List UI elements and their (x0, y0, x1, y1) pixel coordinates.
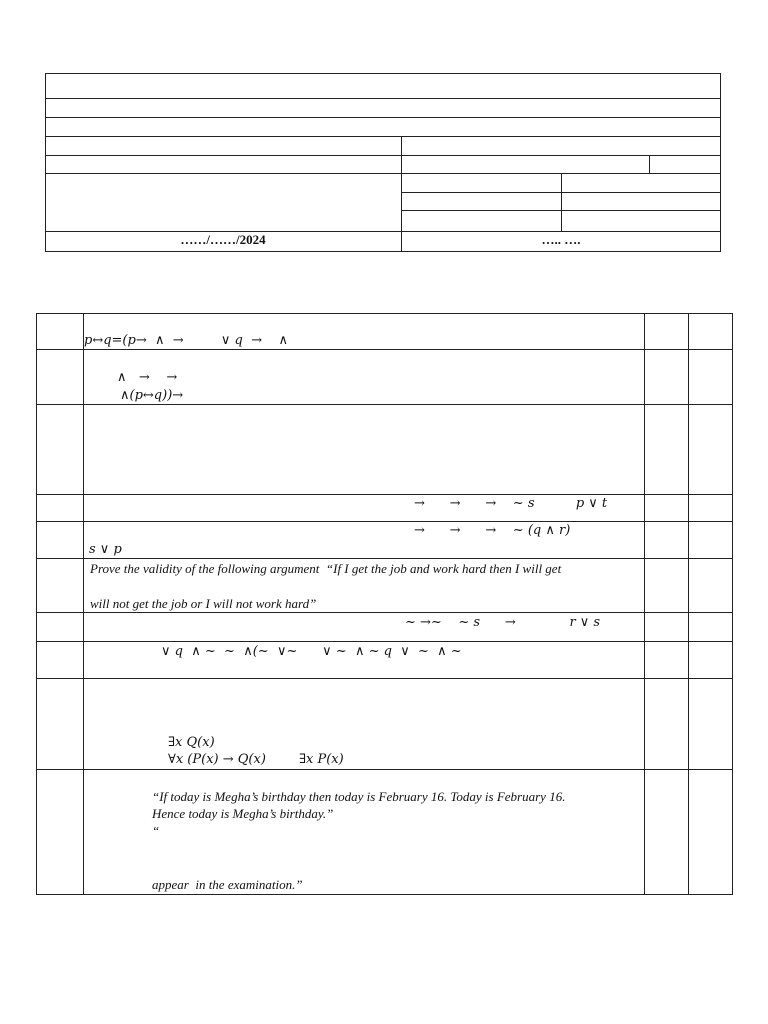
question-2-line-1: ∧ → → (117, 370, 178, 385)
row-divider (36, 769, 733, 770)
header-rule (45, 173, 721, 174)
exam-date: ……/……/2024 (180, 232, 266, 247)
question-6-line-2: will not get the job or I will not work hard” (90, 596, 317, 611)
header-frame (45, 73, 721, 252)
header-rule (45, 136, 721, 137)
question-10-line-2: Hence today is Megha’s birthday.” (152, 806, 334, 821)
column-divider (644, 313, 645, 895)
question-9-line-2: ∀x (P(x) → Q(x) ∃x P(x) (168, 752, 344, 767)
row-divider (36, 641, 733, 642)
question-7-line-1: ~ →~ ~ s → r ∨ s (405, 615, 601, 630)
header-rule (45, 155, 721, 156)
exam-time: ….. …. (541, 232, 581, 247)
column-divider (688, 313, 689, 895)
row-divider (36, 494, 733, 495)
question-8-line-1: ∨ q ∧ ~ ~ ∧(~ ∨~ ∨ ~ ∧ ~ q ∨ ~ ∧ ~ (161, 644, 462, 659)
row-divider (36, 349, 733, 350)
question-5-line-2: s ∨ p (89, 542, 122, 557)
row-divider (36, 612, 733, 613)
question-5-line-1: → → → ~ (q ∧ r) (414, 523, 571, 538)
question-9-line-1: ∃x Q(x) (168, 735, 215, 750)
question-10-line-3: “ (152, 823, 160, 838)
header-rule (45, 98, 721, 99)
row-divider (36, 521, 733, 522)
header-rule (45, 117, 721, 118)
column-divider (83, 313, 84, 895)
header-divider (561, 173, 562, 231)
question-2-line-2: ∧(p↔q))→ (120, 388, 184, 403)
row-divider (36, 404, 733, 405)
question-10-line-1: “If today is Megha’s birthday then today is February 16. Today is February 16. (152, 789, 566, 804)
row-divider (36, 558, 733, 559)
question-10-line-4: appear in the examination.” (152, 877, 303, 892)
header-divider (649, 155, 650, 173)
question-6-line-1: Prove the validity of the following argument “If I get the job and work hard then I will get (90, 561, 562, 576)
row-divider (36, 678, 733, 679)
question-1-line-1: p↔q=(p→ ∧ → ∨ q → ∧ (84, 333, 289, 348)
question-4-line-1: → → → ~ s p ∨ t (414, 496, 608, 511)
